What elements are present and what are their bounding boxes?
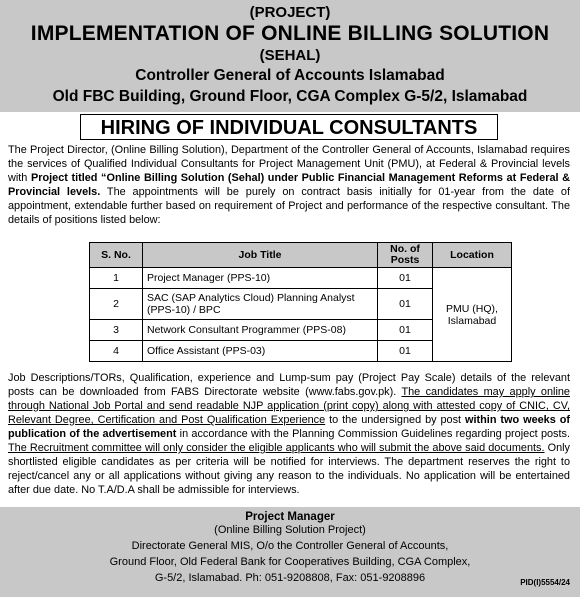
org-address: Old FBC Building, Ground Floor, CGA Complex G-5/2, Islamabad xyxy=(52,88,528,105)
ad-subtitle: (SEHAL) xyxy=(259,47,321,64)
col-sno: S. No. xyxy=(90,243,143,268)
col-posts: No. of Posts xyxy=(378,243,433,268)
details-text-2: to the undersigned by post xyxy=(325,414,466,426)
cell-job-title: Network Consultant Programmer (PPS-08) xyxy=(143,320,378,341)
table-row xyxy=(90,268,512,289)
cell-sno: 2 xyxy=(90,289,143,320)
project-tag: (PROJECT) xyxy=(249,4,331,21)
cell-posts: 01 xyxy=(378,341,433,362)
details-paragraph xyxy=(8,371,570,497)
signatory-title: Project Manager xyxy=(245,511,335,523)
cell-location: PMU (HQ), Islamabad xyxy=(433,268,512,362)
cell-sno: 4 xyxy=(90,341,143,362)
cell-sno: 3 xyxy=(90,320,143,341)
intro-text-1: The Project Director, (Online Billing Solution), Department of the Controller General of Accounts, Islamabad requires the services of Qualified Individual Consultants for Project Management Unit (PMU), at Federal & Provincial levels with xyxy=(8,144,570,184)
details-apply-instructions: The candidates may apply online through National Job Portal and send readable NJP application (print copy) along with attested copy of CNIC, CV, Relevant Degree, Certification and Post Qualification Experience xyxy=(8,386,570,426)
cell-sno: 1 xyxy=(90,268,143,289)
cell-posts: 01 xyxy=(378,289,433,320)
details-text-3: in accordance with the Planning Commission Guidelines regarding project posts. xyxy=(176,428,570,440)
col-location: Location xyxy=(433,243,512,268)
table-header-row xyxy=(90,243,512,268)
cell-job-title: Office Assistant (PPS-03) xyxy=(143,341,378,362)
details-committee-note: The Recruitment committee will only consider the eligible applicants who will submit the above said documents. xyxy=(8,442,545,454)
ad-title: IMPLEMENTATION OF ONLINE BILLING SOLUTION xyxy=(30,22,550,45)
hiring-heading: HIRING OF INDIVIDUAL CONSULTANTS xyxy=(80,114,498,140)
intro-text-2: The appointments will be purely on contract basis initially for 01-year from the date of appointment, extendable further based on requirement of Project and performance of the respective consultant. The details of positions listed below: xyxy=(8,186,570,226)
cell-posts: 01 xyxy=(378,268,433,289)
cell-job-title: SAC (SAP Analytics Cloud) Planning Analyst (PPS-10) / BPC xyxy=(143,289,378,320)
col-job-title: Job Title xyxy=(143,243,378,268)
footer-line-3: Ground Floor, Old Federal Bank for Cooperatives Building, CGA Complex, xyxy=(109,556,471,568)
footer-line-1: (Online Billing Solution Project) xyxy=(214,524,366,536)
footer-line-2: Directorate General MIS, O/o the Controller General of Accounts, xyxy=(131,540,449,552)
positions-table xyxy=(89,242,512,362)
pid-number: PID(I)5554/24 xyxy=(520,578,570,587)
intro-paragraph xyxy=(8,143,570,227)
details-deadline: within two weeks of publication of the advertisement xyxy=(8,414,570,440)
details-text-1: Job Descriptions/TORs, Qualification, experience and Lump-sum pay (Project Pay Scale) details of the relevant posts can be downloaded from FABS Directorate website (www.fabs.gov.pk). xyxy=(8,372,570,398)
org-name: Controller General of Accounts Islamabad xyxy=(135,67,445,84)
footer-band xyxy=(0,507,580,597)
cell-job-title: Project Manager (PPS-10) xyxy=(143,268,378,289)
details-text-4: Only shortlisted eligible candidates as per criteria will be notified for interviews. The department reserves the right to reject/cancel any or all applications without giving any reason to the individuals. No application will be entertained after due date. No T.A/D.A shall be admissible for interviews. xyxy=(8,442,570,496)
header-band xyxy=(0,0,580,112)
footer-line-4: G-5/2, Islamabad. Ph: 051-9208808, Fax: 051-9208896 xyxy=(154,572,426,584)
cell-posts: 01 xyxy=(378,320,433,341)
intro-project-title: Project titled “Online Billing Solution (Sehal) under Public Financial Management Reforms at Federal & Provincial levels. xyxy=(8,172,570,198)
